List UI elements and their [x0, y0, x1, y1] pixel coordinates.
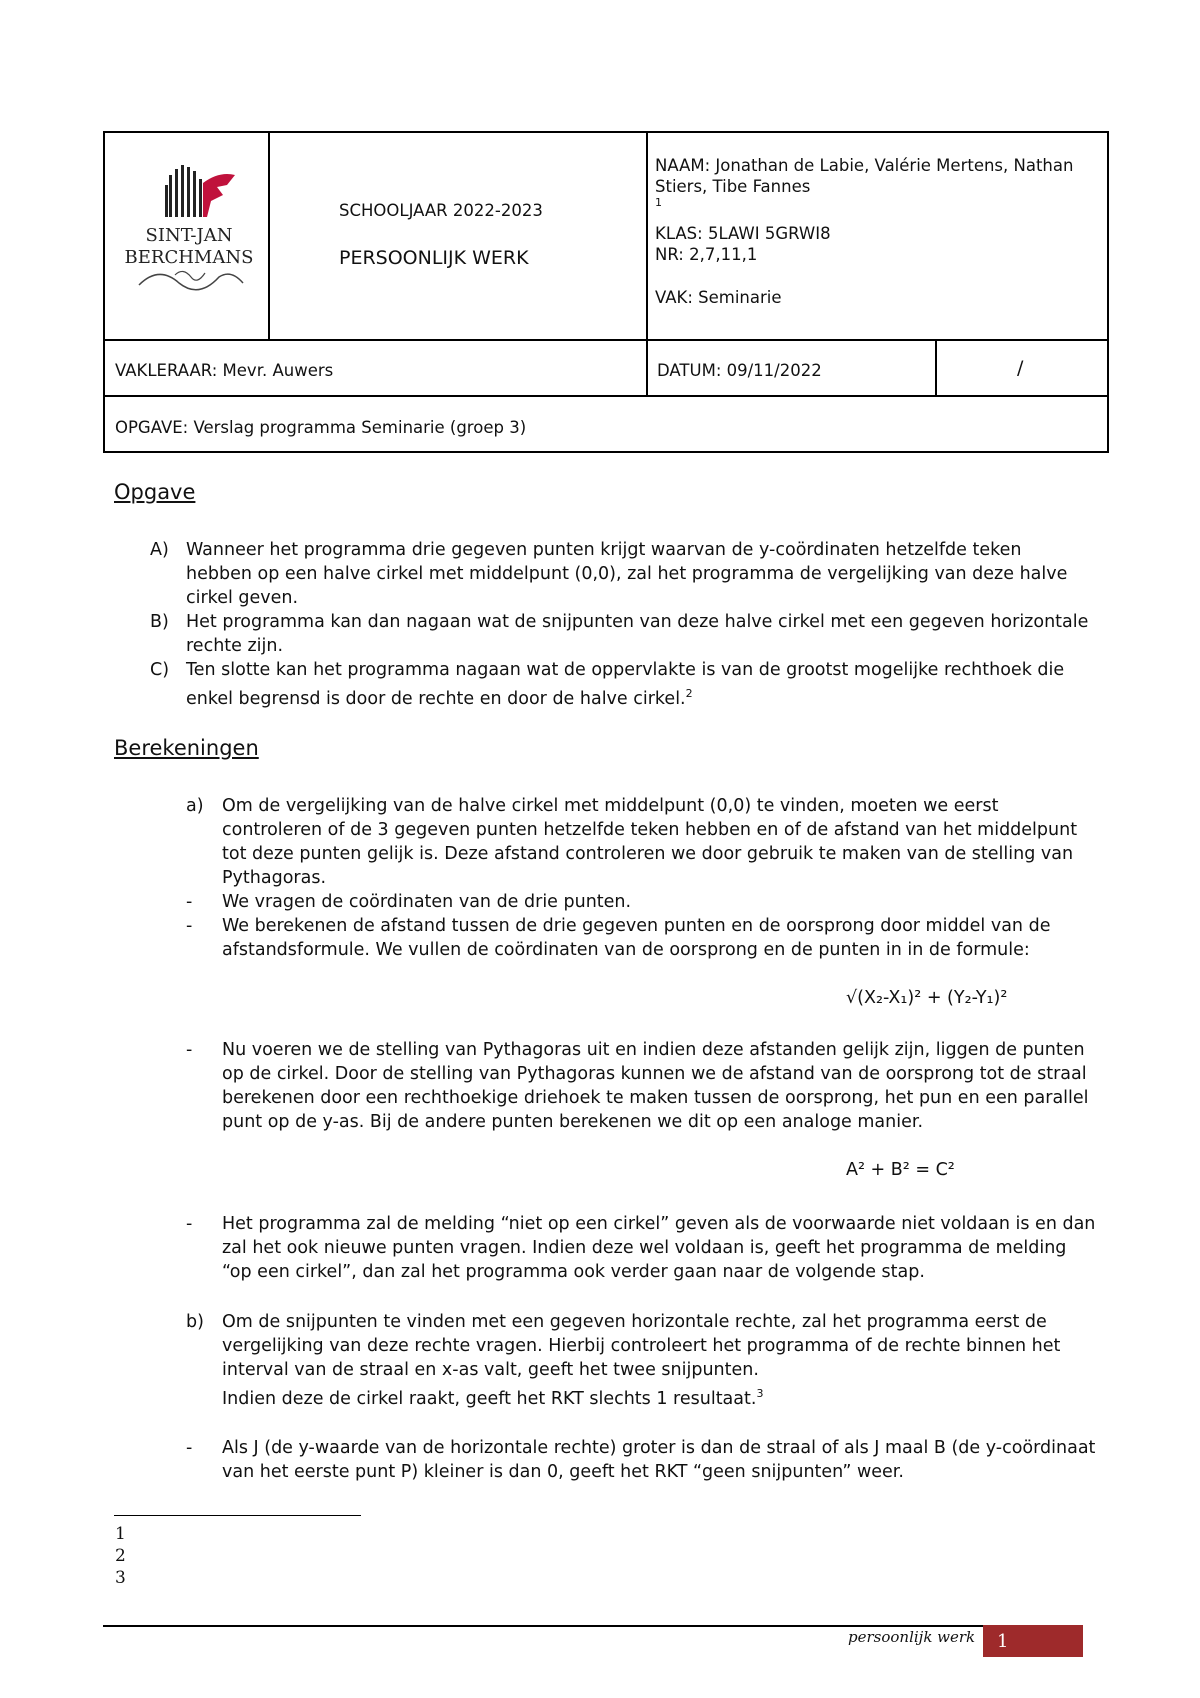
datum-field: DATUM: 09/11/2022	[657, 361, 822, 380]
footnotes	[115, 1523, 126, 1589]
list-item-text: Nu voeren we de stelling van Pythagoras uit en indien deze afstanden gelijk zijn, liggen de punten op de cirkel. Door de stelling van Pythagoras kunnen we de afstand van de oorsprong tot de straal berekenen door een rechthoekige driehoek te maken tussen de oorsprong, het pun en een parallel punt op de y-as. Bij de andere punten berekenen we dit op een analoge manier.	[222, 1040, 1089, 1132]
list-item-text: Om de snijpunten te vinden met een gegeven horizontale rechte, zal het programma eerst de vergelijking van deze rechte vragen. Hierbij controleert het programma of de rechte binnen het interval van de straal en x-as valt, geeft het twee snijpunten.	[222, 1312, 1061, 1380]
title-block	[259, 133, 632, 339]
footnote-2: 2	[115, 1546, 126, 1566]
student-info	[655, 155, 1095, 308]
header-table	[103, 131, 1109, 453]
opgave-list	[150, 538, 1090, 711]
list-item-text: We vragen de coördinaten van de drie punten.	[222, 892, 632, 912]
berekeningen-list-a	[186, 794, 1096, 962]
list-item-text: Wanneer het programma drie gegeven punten krijgt waarvan de y-coördinaten hetzelfde teken hebben op een halve cirkel met middelpunt (0,0), zal het programma de vergelijking van deze halve cirkel geven.	[186, 540, 1068, 608]
list-item	[186, 1310, 1096, 1411]
logo-line-1: SINT-JAN	[145, 225, 233, 246]
list-marker: A)	[150, 540, 169, 560]
divider	[646, 133, 648, 397]
footer-rule	[103, 1625, 983, 1627]
list-item	[186, 794, 1096, 890]
footnote-3: 3	[115, 1568, 126, 1588]
list-marker: -	[186, 1214, 193, 1234]
pythagoras-formula: A² + B² = C²	[846, 1160, 955, 1180]
list-item	[150, 610, 1090, 658]
opgave-heading: Opgave	[114, 480, 196, 504]
list-item-text: Ten slotte kan het programma nagaan wat de oppervlakte is van de grootst mogelijke rechthoek die enkel begrensd is door de rechte en door de halve cirkel.	[186, 660, 1065, 709]
berekeningen-heading: Berekeningen	[114, 736, 259, 760]
list-marker: -	[186, 916, 193, 936]
list-item-text: Als J (de y-waarde van de horizontale rechte) groter is dan de straal of als J maal B (de y-coördinaat van het eerste punt P) kleiner is dan 0, geeft het RKT “geen snijpunten” weer.	[222, 1438, 1096, 1482]
klas-field: KLAS: 5LAWI 5GRWI8	[655, 224, 831, 243]
list-marker: -	[186, 1438, 193, 1458]
list-marker: b)	[186, 1312, 204, 1332]
list-item-text: Het programma zal de melding “niet op een cirkel” geven als de voorwaarde niet voldaan is en dan zal het ook nieuwe punten vragen. Indien deze wel voldaan is, geeft het programma de melding “op een cirkel”, dan zal het programma ook verder gaan naar de volgende stap.	[222, 1214, 1096, 1282]
list-item	[186, 1038, 1096, 1134]
footnote-1: 1	[115, 1524, 126, 1544]
schooljaar: SCHOOLJAAR 2022-2023	[339, 201, 543, 220]
page-number: 1	[983, 1625, 1083, 1657]
vakleraar-field: VAKLERAAR: Mevr. Auwers	[115, 361, 334, 380]
school-logo	[119, 165, 259, 305]
list-marker: B)	[150, 612, 169, 632]
list-item-text: Het programma kan dan nagaan wat de snijpunten van deze halve cirkel met een gegeven horizontale rechte zijn.	[186, 612, 1089, 656]
list-item-text: Indien deze de cirkel raakt, geeft het RKT slechts 1 resultaat.	[222, 1388, 757, 1409]
list-marker: C)	[150, 660, 170, 680]
list-marker: -	[186, 1040, 193, 1060]
nr-field: NR: 2,7,11,1	[655, 245, 758, 264]
footnote-separator	[114, 1515, 361, 1516]
berekeningen-list-b	[186, 1038, 1096, 1134]
list-marker: a)	[186, 796, 204, 816]
list-item	[150, 538, 1090, 610]
score-field: /	[1017, 357, 1024, 379]
list-item	[186, 890, 1096, 914]
berekeningen-list-e	[186, 1436, 1096, 1484]
logo-line-2: BERCHMANS	[124, 247, 254, 268]
divider	[105, 339, 1107, 341]
persoonlijk-werk-title: PERSOONLIJK WERK	[339, 247, 529, 269]
vak-field: VAK: Seminarie	[655, 288, 782, 307]
divider	[935, 339, 937, 397]
divider	[105, 395, 1107, 397]
list-marker: -	[186, 892, 193, 912]
footnote-ref: 3	[756, 1387, 764, 1400]
footer-label: persoonlijk werk	[848, 1628, 976, 1646]
naam-field: NAAM: Jonathan de Labie, Valérie Mertens, Nathan Stiers, Tibe Fannes	[655, 156, 1074, 196]
list-item	[186, 1212, 1096, 1284]
list-item	[186, 1436, 1096, 1484]
list-item	[186, 914, 1096, 962]
footnote-ref: 2	[685, 687, 693, 700]
list-item-text: Om de vergelijking van de halve cirkel met middelpunt (0,0) te vinden, moeten we eerst controleren of de 3 gegeven punten hetzelfde teken hebben en of de afstand van het middelpunt tot deze punten gelijk is. Deze afstand controleren we door gebruik te maken van de stelling van Pythagoras.	[222, 796, 1078, 888]
berekeningen-list-c	[186, 1212, 1096, 1284]
opgave-field: OPGAVE: Verslag programma Seminarie (groep 3)	[115, 418, 527, 437]
berekeningen-list-d	[186, 1310, 1096, 1411]
naam-footnote-ref: 1	[655, 196, 662, 209]
distance-formula: √(X₂-X₁)² + (Y₂-Y₁)²	[846, 988, 1008, 1008]
list-item-text: We berekenen de afstand tussen de drie gegeven punten en de oorsprong door middel van de afstandsformule. We vullen de coördinaten van de oorsprong en de punten in in de formule:	[222, 916, 1051, 960]
list-item	[150, 658, 1090, 711]
